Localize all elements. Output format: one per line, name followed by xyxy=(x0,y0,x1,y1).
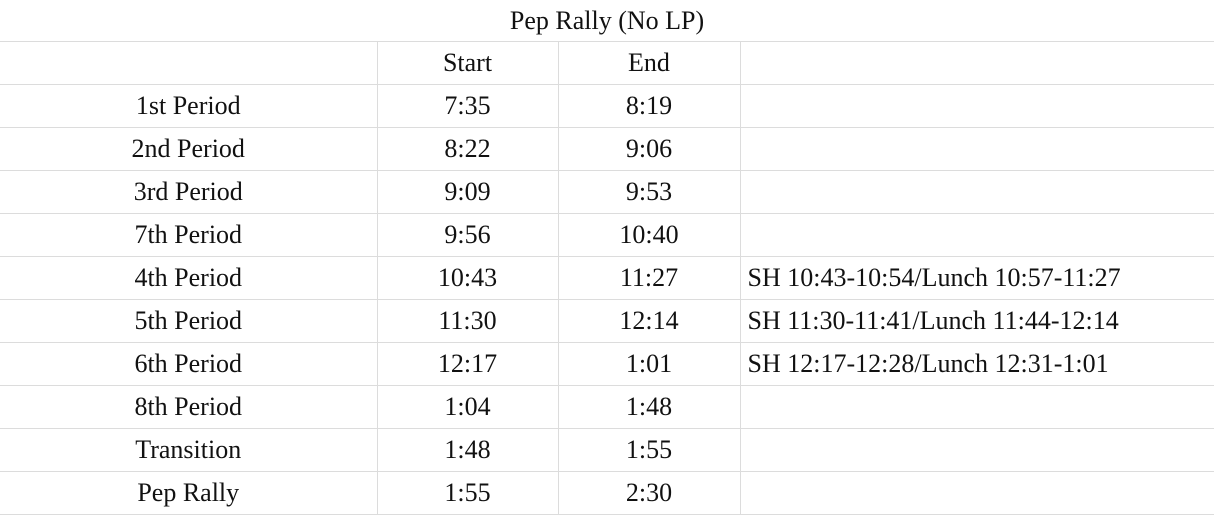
header-start-cell[interactable]: Start xyxy=(377,42,558,85)
period-name-cell[interactable]: Pep Rally xyxy=(0,472,377,515)
table-row xyxy=(0,128,1214,171)
table-row xyxy=(0,300,1214,343)
end-time-cell[interactable]: 10:40 xyxy=(558,214,740,257)
start-time-cell[interactable]: 10:43 xyxy=(377,257,558,300)
note-cell[interactable] xyxy=(740,128,1214,171)
period-name-cell[interactable]: 2nd Period xyxy=(0,128,377,171)
start-time-cell[interactable]: 9:09 xyxy=(377,171,558,214)
end-time-cell[interactable]: 8:19 xyxy=(558,85,740,128)
end-time-cell[interactable]: 12:14 xyxy=(558,300,740,343)
header-note-cell[interactable] xyxy=(740,42,1214,85)
period-name-cell[interactable]: 4th Period xyxy=(0,257,377,300)
start-time-cell[interactable]: 9:56 xyxy=(377,214,558,257)
note-cell[interactable] xyxy=(740,472,1214,515)
table-row xyxy=(0,85,1214,128)
period-name-cell[interactable]: 1st Period xyxy=(0,85,377,128)
table-row xyxy=(0,429,1214,472)
header-row xyxy=(0,42,1214,85)
note-cell[interactable]: SH 12:17-12:28/Lunch 12:31-1:01 xyxy=(740,343,1214,386)
table-row xyxy=(0,171,1214,214)
note-cell[interactable] xyxy=(740,214,1214,257)
period-name-cell[interactable]: Transition xyxy=(0,429,377,472)
table-row xyxy=(0,386,1214,429)
schedule-title: Pep Rally (No LP) xyxy=(509,6,705,35)
start-time-cell[interactable]: 1:04 xyxy=(377,386,558,429)
period-name-cell[interactable]: 7th Period xyxy=(0,214,377,257)
end-time-cell[interactable]: 11:27 xyxy=(558,257,740,300)
table-row xyxy=(0,214,1214,257)
table-row xyxy=(0,343,1214,386)
note-cell[interactable]: SH 10:43-10:54/Lunch 10:57-11:27 xyxy=(740,257,1214,300)
period-name-cell[interactable]: 3rd Period xyxy=(0,171,377,214)
start-time-cell[interactable]: 12:17 xyxy=(377,343,558,386)
note-cell[interactable] xyxy=(740,85,1214,128)
period-name-cell[interactable]: 5th Period xyxy=(0,300,377,343)
note-cell[interactable] xyxy=(740,386,1214,429)
start-time-cell[interactable]: 7:35 xyxy=(377,85,558,128)
table-row xyxy=(0,257,1214,300)
start-time-cell[interactable]: 8:22 xyxy=(377,128,558,171)
note-cell[interactable] xyxy=(740,429,1214,472)
end-time-cell[interactable]: 9:53 xyxy=(558,171,740,214)
end-time-cell[interactable]: 2:30 xyxy=(558,472,740,515)
start-time-cell[interactable]: 11:30 xyxy=(377,300,558,343)
note-cell[interactable] xyxy=(740,171,1214,214)
schedule-table xyxy=(0,41,1214,515)
start-time-cell[interactable]: 1:55 xyxy=(377,472,558,515)
period-name-cell[interactable]: 8th Period xyxy=(0,386,377,429)
end-time-cell[interactable]: 9:06 xyxy=(558,128,740,171)
start-time-cell[interactable]: 1:48 xyxy=(377,429,558,472)
header-blank-cell[interactable] xyxy=(0,42,377,85)
table-row xyxy=(0,472,1214,515)
period-name-cell[interactable]: 6th Period xyxy=(0,343,377,386)
note-cell[interactable]: SH 11:30-11:41/Lunch 11:44-12:14 xyxy=(740,300,1214,343)
end-time-cell[interactable]: 1:55 xyxy=(558,429,740,472)
end-time-cell[interactable]: 1:48 xyxy=(558,386,740,429)
end-time-cell[interactable]: 1:01 xyxy=(558,343,740,386)
header-end-cell[interactable]: End xyxy=(558,42,740,85)
